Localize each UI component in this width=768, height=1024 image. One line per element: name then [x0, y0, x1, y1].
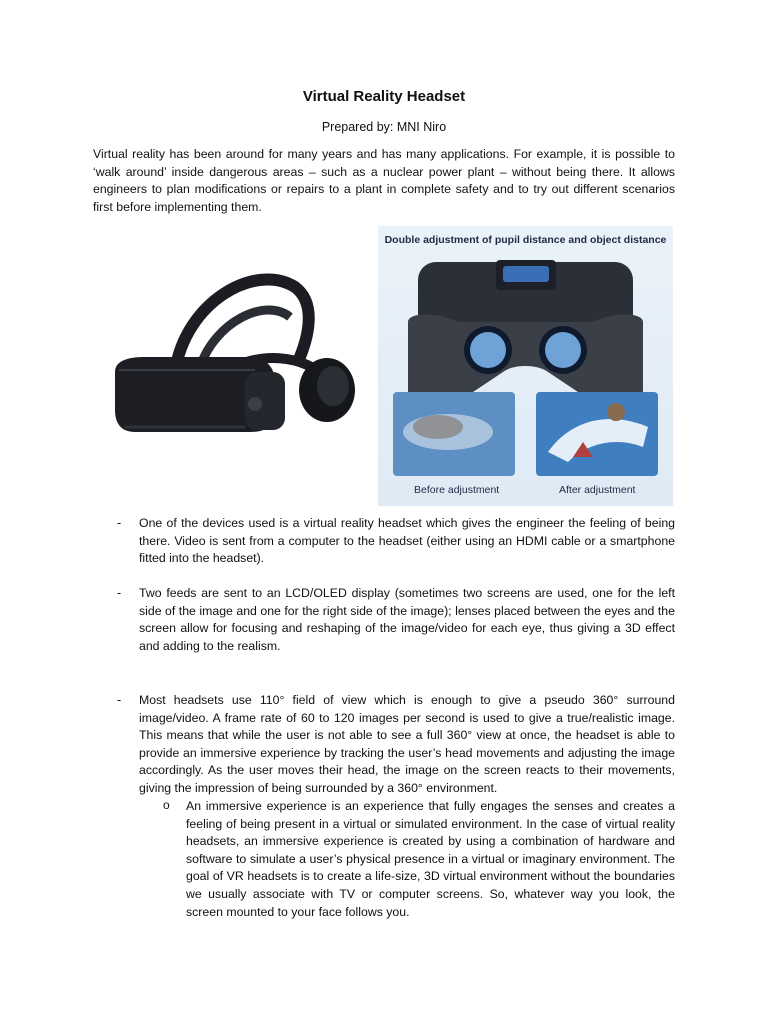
- bullet-marker: -: [117, 516, 122, 530]
- lens-adjustment-figure: [378, 226, 673, 506]
- sub-bullet-marker: o: [163, 798, 170, 812]
- bullet-item-hdmi: One of the devices used is a virtual reality headset which gives the engineer the feeling of being there. Video is sent from a computer to the headset (either using an HDMI cable or a smartphone fitted into the headset).: [139, 516, 675, 566]
- lens-adjustment-illustration: [378, 252, 673, 482]
- bullet-item-display: Two feeds are sent to an LCD/OLED display (sometimes two screens are used, one for the left side of the image and one for the right side of the image); lenses placed between the eyes and the screen allow for focusing and reshaping of the image/video for each eye, thus giving a 3D effect and adding to the realism.: [139, 586, 675, 653]
- bullet-item-field-of-view: Most headsets use 110° field of view which is enough to give a pseudo 360° surround image/video. A frame rate of 60 to 120 images per second is used to give a true/realistic image. This means that while the user is not able to see a full 360° view at once, the headset is able to provide an immersive experience by tracking the user’s head movements and adjusting the image accordingly. As the user moves their head, the image on the screen reacts to their movements, giving the impression of being surrounded by a 360° environment.: [139, 693, 675, 795]
- page-title: Virtual Reality Headset: [302, 88, 466, 105]
- bullet-marker: -: [117, 693, 122, 707]
- figure-title: Double adjustment of pupil distance and object distance: [384, 234, 667, 246]
- vr-headset-image: [105, 262, 365, 462]
- intro-paragraph: Virtual reality has been around for many years and has many applications. For example, it is possible to ‘walk around’ inside dangerous areas – such as a nuclear power plant – without being there. It allows engineers to plan modifications or repairs to a plant in complete safety and to try out different scenarios first before implementing them.: [93, 147, 675, 214]
- before-adjustment-caption: Before adjustment: [414, 484, 500, 496]
- author-line: Prepared by: MNI Niro: [321, 120, 447, 134]
- sub-bullet-immersive: An immersive experience is an experience that fully engages the senses and creates a feeling of being present in a virtual or simulated environment. In the case of virtual reality headsets, an immersive experience is created by using a combination of hardware and software to simulate a user’s physical presence in a virtual or imaginary environment. The goal of VR headsets is to create a life-size, 3D virtual environment without the boundaries we usually associate with TV or computer screens. So, whatever way you look, the screen mounted to your face follows you.: [186, 799, 675, 919]
- bullet-marker: -: [117, 586, 122, 600]
- after-adjustment-caption: After adjustment: [559, 484, 636, 496]
